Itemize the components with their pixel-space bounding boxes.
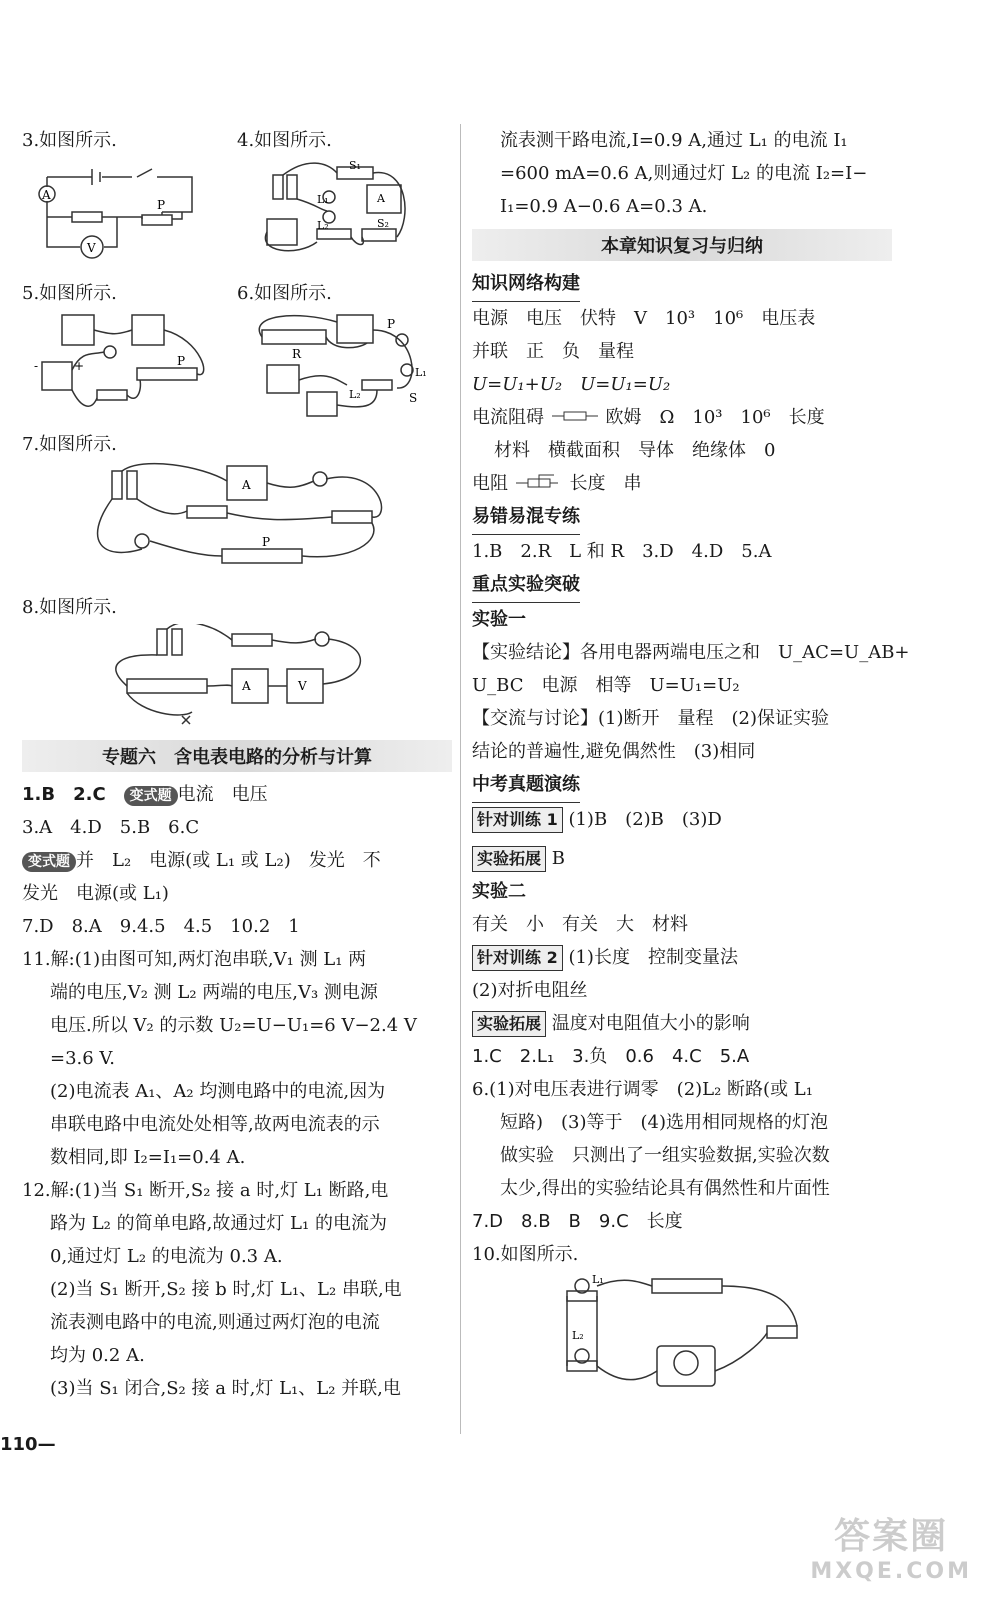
q8-label: 8.如图所示. — [22, 597, 117, 618]
cont-line-3: I₁=0.9 A−0.6 A=0.3 A. — [500, 196, 708, 217]
net-text-resistance: 电阻 — [472, 473, 508, 494]
train2-answer: (1)长度 控制变量法 — [568, 947, 738, 968]
bian-badge: 变式题 — [124, 786, 178, 806]
bian-badge-2: 变式题 — [22, 852, 76, 872]
exp2-title: 实验二 — [472, 881, 526, 902]
page-number: 110— — [0, 1434, 56, 1455]
q6-label: 6.如图所示. — [237, 283, 332, 304]
circuit-diagram-8 — [82, 624, 512, 734]
fig-label-a7: A — [242, 478, 251, 492]
section-network: 知识网络构建 — [472, 267, 580, 302]
fig-label-l2: L₂ — [317, 219, 329, 232]
extend1-answer: B — [551, 848, 565, 869]
ans-line-1: 1.C 2.L₁ 3.负 0.6 4.C 5.A — [472, 1046, 750, 1067]
fig-label-r: R — [292, 347, 302, 361]
ans-line-3: 短路) (3)等于 (4)选用相同规格的灯泡 — [500, 1112, 829, 1133]
tag-extend1: 实验拓展 — [472, 846, 546, 872]
circuit-diagram-5 — [22, 310, 222, 422]
fig-label-l1-6: L₁ — [415, 366, 427, 379]
fig-label-p6: P — [387, 317, 396, 331]
q4-label: 4.如图所示. — [237, 130, 332, 151]
net-line-1: 电源 电压 伏特 V 10³ 10⁶ 电压表 — [472, 308, 816, 329]
q7-label: 7.如图所示. — [22, 434, 117, 455]
fig-label-s2: S₂ — [377, 217, 389, 230]
q11-line-6: 串联电路中电流处处相等,故两电流表的示 — [50, 1114, 380, 1135]
fig-minus: - — [34, 359, 39, 373]
topic-title: 专题六 含电表电路的分析与计算 — [22, 740, 452, 772]
section-mistakes: 易错易混专练 — [472, 500, 580, 535]
exp1-title: 实验一 — [472, 609, 526, 630]
fig-label-l2-6: L₂ — [349, 388, 361, 401]
fig-label-p5: P — [177, 354, 186, 368]
net-line-6 — [472, 467, 982, 500]
net-text-ohm: 欧姆 Ω 10³ 10⁶ 长度 — [605, 407, 825, 428]
ans-line-2: 6.(1)对电压表进行调零 (2)L₂ 断路(或 L₁ — [472, 1079, 813, 1100]
ans-line-7: 10.如图所示. — [472, 1244, 579, 1265]
q12-line-3: 0,通过灯 L₂ 的电流为 0.3 A. — [50, 1246, 283, 1267]
cont-line-1: 流表测干路电流,I=0.9 A,通过 L₁ 的电流 I₁ — [500, 130, 848, 151]
q12-line-5: 流表测电路中的电流,则通过两灯泡的电流 — [50, 1312, 380, 1333]
answers-line-1 — [22, 778, 452, 811]
answers-line-5: 7.D 8.A 9.4.5 4.5 10.2 1 — [22, 916, 300, 937]
circuit-diagram-3 — [22, 157, 212, 272]
exp1-line-2: U_BC 电源 相等 U=U₁=U₂ — [472, 675, 740, 696]
net-line-3: U=U₁+U₂ U=U₁=U₂ — [472, 374, 671, 395]
circuit-diagram-6 — [237, 310, 437, 422]
q11-line-5: (2)电流表 A₁、A₂ 均测电路中的电流,因为 — [50, 1081, 386, 1102]
q12-line-7: (3)当 S₁ 闭合,S₂ 接 a 时,灯 L₁、L₂ 并联,电 — [50, 1378, 401, 1399]
exp1-line-3: 【交流与讨论】(1)断开 量程 (2)保证实验 — [472, 708, 829, 729]
q11-line-1: 11.解:(1)由图可知,两灯泡串联,V₁ 测 L₁ 两 — [22, 949, 367, 970]
fig-label-v8: V — [298, 679, 307, 693]
answers-line-3 — [22, 844, 452, 877]
train2b-line: (2)对折电阻丝 — [472, 980, 588, 1001]
q11-line-3: 电压.所以 V₂ 的示数 U₂=U−U₁=6 V−2.4 V — [50, 1015, 417, 1036]
section-exam: 中考真题演练 — [472, 768, 580, 803]
fig-label-a2: A — [377, 192, 385, 205]
extend2-answer: 温度对电阻值大小的影响 — [551, 1013, 750, 1034]
exp1-line-1: 【实验结论】各用电器两端电压之和 U_AC=U_AB+ — [472, 642, 910, 663]
right-column — [472, 124, 982, 1396]
answers-line-4: 发光 电源(或 L₁) — [22, 883, 169, 904]
tag-train1: 针对训练 1 — [472, 807, 563, 833]
net-line-2: 并联 正 负 量程 — [472, 341, 634, 362]
fig-label-P: P — [157, 198, 166, 212]
net-line-5: 材料 横截面积 导体 绝缘体 0 — [494, 440, 776, 461]
exp1-line-4: 结论的普遍性,避免偶然性 (3)相同 — [472, 741, 756, 762]
q5-label: 5.如图所示. — [22, 283, 117, 304]
q11-line-4: =3.6 V. — [50, 1048, 116, 1069]
net-line-4 — [472, 401, 982, 434]
watermark-top: 答案圈 — [834, 1516, 949, 1557]
q12-line-2: 路为 L₂ 的简单电路,故通过灯 L₁ 的电流为 — [50, 1213, 387, 1234]
q3-label: 3.如图所示. — [22, 130, 117, 151]
q12-line-4: (2)当 S₁ 断开,S₂ 接 b 时,灯 L₁、L₂ 串联,电 — [50, 1279, 402, 1300]
answers-text-3: 并 L₂ 电源(或 L₁ 或 L₂) 发光 不 — [76, 850, 381, 871]
fig-plus: + — [74, 359, 85, 373]
section-experiment: 重点实验突破 — [472, 568, 580, 603]
fig-label-a8: A — [242, 679, 251, 693]
fig-label-A: A — [42, 188, 51, 202]
ans-line-6: 7.D 8.B B 9.C 长度 — [472, 1211, 683, 1232]
rheostat-symbol — [514, 473, 564, 489]
watermark-bottom: MXQE.COM — [810, 1559, 972, 1584]
chapter-title: 本章知识复习与归纳 — [472, 229, 892, 261]
net-text-resist: 电流阻碍 — [472, 407, 544, 428]
q11-line-2: 端的电压,V₂ 测 L₂ 两端的电压,V₃ 测电源 — [50, 982, 378, 1003]
q12-line-6: 均为 0.2 A. — [50, 1345, 145, 1366]
tag-train2: 针对训练 2 — [472, 945, 563, 971]
left-column — [22, 124, 452, 1405]
fig-label-l1-10: L₁ — [592, 1273, 604, 1286]
train1-answer: (1)B (2)B (3)D — [568, 809, 722, 830]
circuit-diagram-7 — [82, 461, 512, 591]
mistakes-line: 1.B 2.R L 和 R 3.D 4.D 5.A — [472, 541, 772, 562]
answers-text-1: 1.B 2.C — [22, 784, 124, 805]
extend2-line — [472, 1007, 982, 1040]
q11-line-7: 数相同,即 I₂=I₁=0.4 A. — [50, 1147, 246, 1168]
tag-extend2: 实验拓展 — [472, 1011, 546, 1037]
q12-line-1: 12.解:(1)当 S₁ 断开,S₂ 接 a 时,灯 L₁ 断路,电 — [22, 1180, 389, 1201]
circuit-diagram-4 — [237, 157, 427, 272]
answers-line-2: 3.A 4.D 5.B 6.C — [22, 817, 200, 838]
resistor-symbol — [550, 409, 600, 423]
train1-line — [472, 803, 982, 836]
train2-line — [472, 941, 982, 974]
extend1-line — [472, 842, 982, 875]
fig-label-s6: S — [409, 391, 418, 405]
fig-label-s1: S₁ — [349, 159, 361, 172]
fig-label-l2-10: L₂ — [572, 1329, 584, 1342]
cont-line-2: =600 mA=0.6 A,则通过灯 L₂ 的电流 I₂=I− — [500, 163, 868, 184]
fig-label-p7: P — [262, 535, 271, 549]
circuit-diagram-10 — [542, 1271, 842, 1396]
exp2-line: 有关 小 有关 大 材料 — [472, 914, 688, 935]
net-text-length: 长度 串 — [569, 473, 642, 494]
answers-text-2: 电流 电压 — [177, 784, 268, 805]
column-divider — [460, 124, 461, 1434]
watermark-logo — [810, 1508, 972, 1584]
fig-label-l1: L₁ — [317, 193, 329, 206]
ans-line-5: 太少,得出的实验结论具有偶然性和片面性 — [500, 1178, 830, 1199]
fig-label-V: V — [87, 241, 96, 255]
ans-line-4: 做实验 只测出了一组实验数据,实验次数 — [500, 1145, 830, 1166]
